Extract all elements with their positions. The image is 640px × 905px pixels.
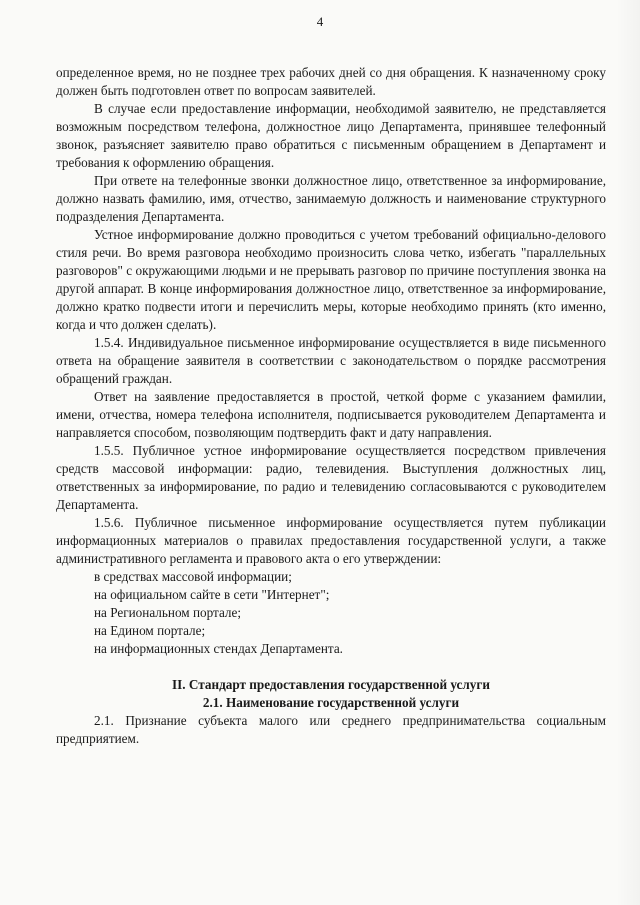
paragraph: 1.5.6. Публичное письменное информирование осуществляется путем публикации информационных материалов о правилах предоставления государственной услуги, а также административного регламента и правового акта о его утверждении: <box>56 515 606 566</box>
paragraph: Ответ на заявление предоставляется в простой, четкой форме с указанием фамилии, имени, отчества, номера телефона исполнителя, подписывается руководителем Департамента и направляется способом, позволяющим подтвердить факт и дату направления. <box>56 389 606 440</box>
publication-channels-list <box>56 568 606 658</box>
list-item: в средствах массовой информации; <box>94 569 292 584</box>
list-item: на Региональном портале; <box>94 605 242 620</box>
paragraph: Устное информирование должно проводиться с учетом требований официально-делового стиля речи. Во время разговора необходимо произносить слова четко, избегать "параллельных разговоров" с окружающими людьми и не прерывать разговор по причине поступления звонка на другой аппарат. В конце информирования должностное лицо, ответственное за информирование, должно кратко подвести итоги и перечислить меры, которые необходимо принять (кто именно, когда и что должен сделать). <box>56 227 606 332</box>
list-item: на информационных стендах Департамента. <box>94 641 343 656</box>
paragraph: 2.1. Признание субъекта малого или среднего предпринимательства социальным предприятием. <box>56 713 606 746</box>
section-heading-block <box>56 676 606 712</box>
list-item: на Едином портале; <box>94 623 206 638</box>
document-body <box>56 64 606 748</box>
paragraph: 1.5.5. Публичное устное информирование осуществляется посредством привлечения средств массовой информации: радио, телевидения. Выступления должностных лиц, ответственных за информирование, по радио и телевидению согласовываются с руководителем Департамента. <box>56 443 606 512</box>
scan-shade <box>616 0 640 905</box>
paragraph: В случае если предоставление информации, необходимой заявителю, не представляется возможным посредством телефона, должностное лицо Департамента, принявшее телефонный звонок, разъясняет заявителю право обратиться с письменным обращением в Департамент и требования к оформлению обращения. <box>56 101 606 170</box>
section-subtitle: 2.1. Наименование государственной услуги <box>202 695 460 710</box>
paragraph: При ответе на телефонные звонки должностное лицо, ответственное за информирование, должно назвать фамилию, имя, отчество, занимаемую должность и наименование структурного подразделения Департамента. <box>56 173 606 224</box>
paragraph: 1.5.4. Индивидуальное письменное информирование осуществляется в виде письменного ответа на обращение заявителя в соответствии с законодательством о порядке рассмотрения обращений граждан. <box>56 335 606 386</box>
paragraph: определенное время, но не позднее трех рабочих дней со дня обращения. К назначенному сроку должен быть подготовлен ответ по вопросам заявителей. <box>56 65 606 98</box>
section-title: II. Стандарт предоставления государственной услуги <box>172 677 490 692</box>
list-item: на официальном сайте в сети "Интернет"; <box>94 587 330 602</box>
page-number: 4 <box>316 14 324 29</box>
